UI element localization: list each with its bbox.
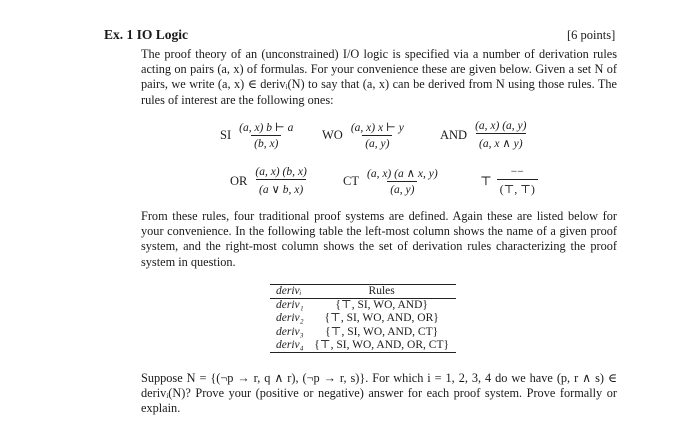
rule-or-fraction [252,166,309,196]
table-cell-rules: {⊤, SI, WO, AND, CT} [325,325,439,338]
rule-wo-name: WO [322,127,343,142]
exercise-title: Ex. 1 IO Logic [104,27,189,42]
table-cell-system: deriv₄ [270,339,308,353]
rule-si-fraction [236,120,296,150]
rule-and [440,120,530,150]
rule-ct-conclusion: (a, y) [387,181,417,196]
rule-and-name: AND [440,127,468,142]
table-header-row [270,285,456,299]
table-cell-system: deriv₂ [276,312,304,325]
table-cell-rules: {⊤, SI, WO, AND, OR} [324,312,439,325]
rule-or-premise: (a, x) (b, x) [255,166,307,178]
rule-top-conclusion: (⊤, ⊤) [497,179,538,196]
rule-ct-name: CT [343,173,359,188]
rule-top-fraction [497,166,538,196]
rule-wo-premise: (a, x) x ⊢ y [350,122,404,134]
systems-paragraph: From these rules, four traditional proof systems are defined. Again these are listed below for your convenience. In the following table the left-most column shows the name of a given proof system, and the right-most column shows the set of derivation rules characterizing the proof system in question. [141,209,617,269]
rule-si-conclusion: (b, x) [251,135,281,150]
table-cell-rules: {⊤, SI, WO, AND, OR, CT} [308,339,456,353]
rule-and-fraction [472,120,529,150]
rule-or-name: OR [230,173,248,188]
table-row [270,326,456,339]
rule-si-premise: (a, x) b ⊢ a [239,122,294,134]
rule-ct [343,166,441,196]
rule-top [480,166,538,196]
rule-and-conclusion: (a, x ∧ y) [476,133,526,150]
rule-si [220,120,296,150]
proof-systems-table [270,284,456,353]
rule-top-name: ⊤ [480,174,492,188]
table-cell-system: deriv₃ [276,325,304,338]
table-cell-rules: {⊤, SI, WO, AND} [335,299,428,312]
table-row [270,312,456,325]
rule-or-conclusion: (a ∨ b, x) [256,179,306,196]
table-row [270,299,456,313]
rule-and-premise: (a, x) (a, y) [475,120,527,132]
rule-wo-conclusion: (a, y) [362,135,392,150]
table-cell-system: deriv₁ [276,299,304,312]
intro-paragraph: The proof theory of an (unconstrained) I/O logic is specified via a number of derivation rules acting on pairs (a, x) of formulas. For your convenience these are given below. Given a set N of pairs, we write (a, x) ∈ derivᵢ(N) to say that (a, x) can be derived from N using those rules. The rules of interest are the following ones: [141,47,617,107]
rule-si-name: SI [220,127,232,142]
table-header-deriv: derivᵢ [270,285,308,299]
rule-top-premise: −− [510,166,524,178]
rule-or [230,166,310,196]
question-paragraph: Suppose N = {(¬p → r, q ∧ r), (¬p → r, s)}. For which i = 1, 2, 3, 4 do we have (p, r ∧ s) ∈ derivᵢ(N)? Prove your (positive or negative) answer for each proof system. Prove formally or explain. [141,371,617,416]
table-row [270,339,456,353]
points-label: [6 points] [567,28,616,42]
rule-ct-premise: (a, x) (a ∧ x, y) [366,168,438,180]
rule-wo-fraction [348,120,407,150]
rule-ct-fraction [364,166,441,196]
table-header-rules: Rules [308,285,456,299]
rule-wo [322,120,407,150]
